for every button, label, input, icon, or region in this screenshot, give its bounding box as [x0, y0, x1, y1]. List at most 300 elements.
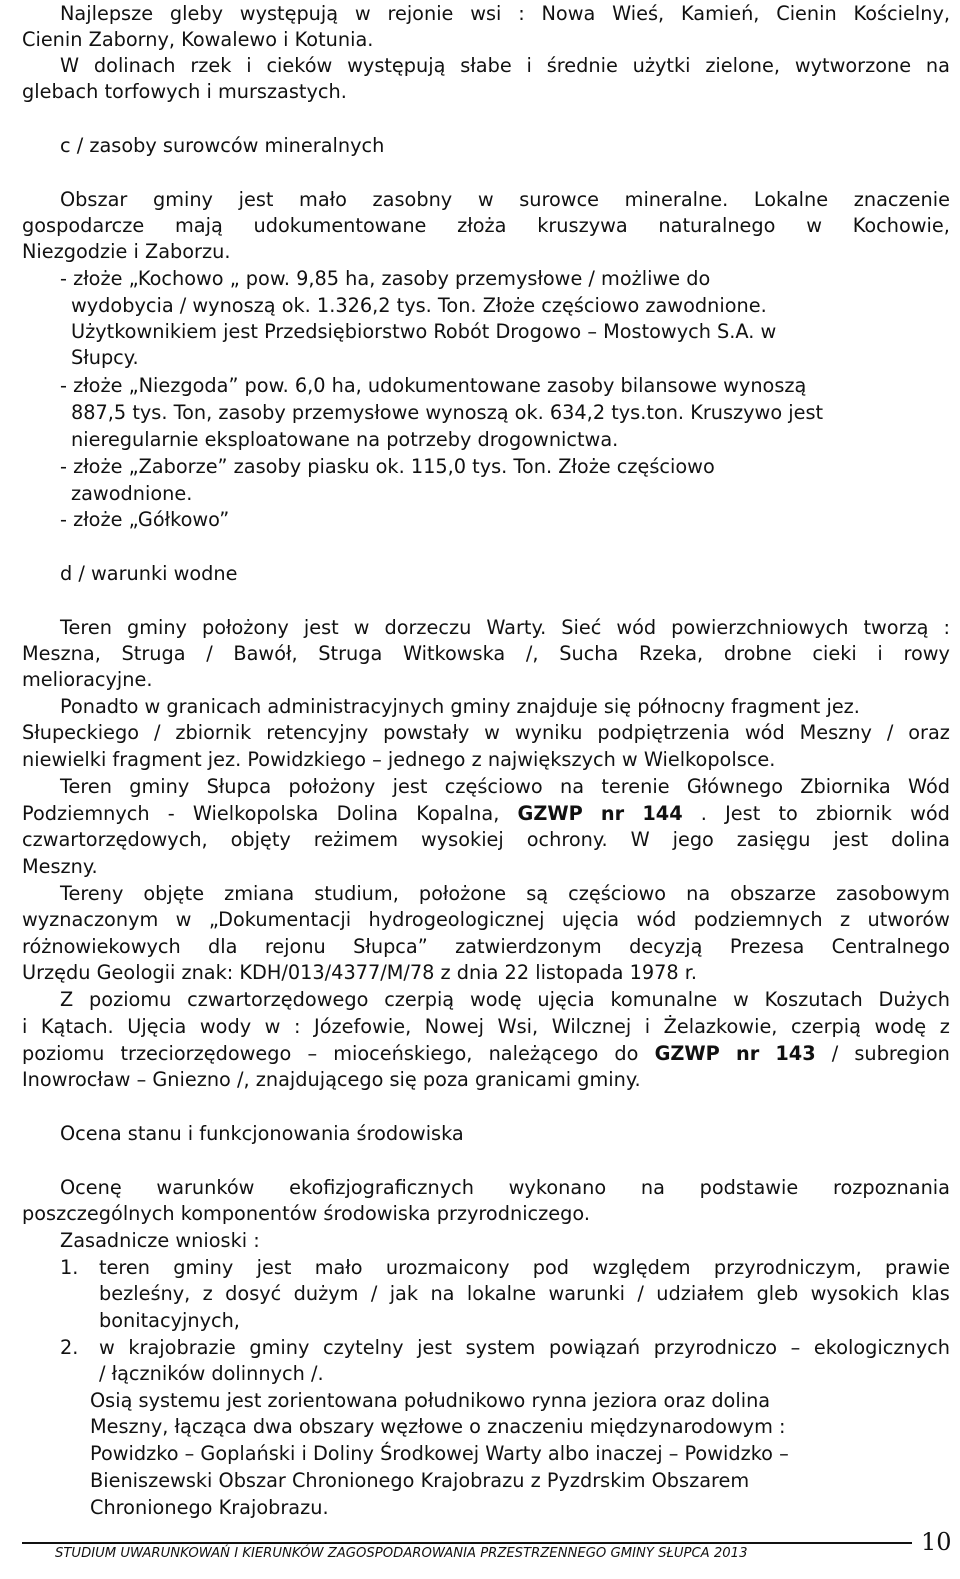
word: dorzeczu — [384, 616, 472, 639]
word: rejonu — [264, 935, 326, 958]
para-line — [60, 1175, 950, 1201]
word: z — [839, 908, 851, 931]
word: z — [202, 1282, 213, 1305]
text-run: 2. — [60, 1336, 79, 1359]
word: / — [831, 1042, 839, 1065]
word: Wsi, — [497, 1015, 539, 1038]
word: Najlepsze — [60, 2, 154, 25]
word: objęte — [143, 882, 205, 905]
word: Kopalna, — [416, 802, 500, 825]
word: Wód — [908, 775, 950, 798]
word: Kościelny, — [853, 2, 950, 25]
deposit-item — [60, 373, 806, 399]
word: Wielkopolska — [192, 802, 319, 825]
word: w — [733, 988, 749, 1011]
word: i — [877, 642, 883, 665]
word: Zbiornika — [800, 775, 891, 798]
word: Witkowska — [402, 642, 506, 665]
bold-term: GZWP — [654, 1042, 720, 1065]
word: podpiętrzenia — [597, 721, 730, 744]
word: rejonie — [387, 2, 454, 25]
word: retencyjny — [266, 721, 369, 744]
word: mają — [174, 214, 223, 237]
word: jest — [417, 1336, 452, 1359]
list-item-text — [99, 1255, 950, 1281]
para-line — [60, 615, 950, 641]
word: do — [614, 1042, 639, 1065]
word: wykonano — [508, 1176, 607, 1199]
word: przyrodniczym, — [713, 1256, 862, 1279]
word: jego — [672, 828, 714, 851]
word: przyrodniczo — [653, 1336, 778, 1359]
word: : — [294, 1015, 301, 1038]
para-line — [22, 1067, 641, 1093]
para-line — [22, 667, 152, 693]
word: oraz — [908, 721, 950, 744]
word: słabe — [460, 54, 512, 77]
word: decyzją — [629, 935, 703, 958]
para-line — [22, 1014, 950, 1040]
text-run: 1. — [60, 1256, 79, 1279]
word: wysokiej — [421, 828, 504, 851]
para-line — [90, 1441, 789, 1467]
word: wyznaczonym — [22, 908, 159, 931]
word: zbiornik — [816, 802, 892, 825]
word: czerpią — [790, 1015, 861, 1038]
word: względem — [592, 1256, 691, 1279]
para-line — [22, 213, 950, 239]
word: Obszar — [60, 188, 128, 211]
text-run: Zasadnicze wnioski : — [60, 1229, 260, 1252]
para-line — [22, 801, 950, 827]
word: położony — [201, 616, 289, 639]
word: tworzą — [863, 616, 929, 639]
para-line — [60, 694, 860, 720]
word: i — [246, 54, 252, 77]
text-run: nieregularnie eksploatowane na potrzeby drogownictwa. — [71, 428, 619, 451]
word: cieki — [812, 642, 857, 665]
word: gminy — [129, 775, 190, 798]
text-run: niewielki fragment jez. Powidzkiego – jednego z największych w Wielkopolsce. — [22, 748, 776, 771]
word: Bawół, — [233, 642, 298, 665]
word: złoża — [457, 214, 507, 237]
word: jest — [303, 616, 339, 639]
text-run: Niezgodzie i Zaborzu. — [22, 240, 231, 263]
deposit-item — [71, 319, 776, 345]
word: w — [484, 721, 500, 744]
word: prawie — [884, 1256, 950, 1279]
word: Nowa — [541, 2, 596, 25]
bold-term: GZWP — [517, 802, 583, 825]
word: wodę — [874, 1015, 927, 1038]
word: powiązań — [548, 1336, 641, 1359]
word: Sieć — [561, 616, 602, 639]
text-run: d / warunki wodne — [60, 562, 238, 585]
text-run: Chronionego Krajobrazu. — [90, 1496, 329, 1519]
word: zbiornik — [175, 721, 252, 744]
word: teren — [99, 1256, 151, 1279]
text-run: zawodnione. — [71, 482, 193, 505]
word: udziałem — [656, 1282, 745, 1305]
deposit-item — [71, 345, 139, 371]
word: częściowo — [444, 775, 543, 798]
word: w — [99, 1336, 115, 1359]
word: jest — [256, 1256, 292, 1279]
word: jest — [833, 828, 869, 851]
word: / — [153, 721, 161, 744]
para-line — [22, 747, 775, 773]
word: zatwierdzonym — [455, 935, 602, 958]
text-run: glebach torfowych i murszastych. — [22, 80, 347, 103]
list-item-text — [99, 1308, 240, 1334]
word: W — [630, 828, 650, 851]
para-line — [22, 934, 950, 960]
word: naturalnego — [658, 214, 776, 237]
word: urozmaicony — [385, 1256, 510, 1279]
word: położony — [288, 775, 376, 798]
para-line — [90, 1414, 785, 1440]
word: Koszutach — [764, 988, 863, 1011]
deposit-item — [71, 293, 767, 319]
text-run: - złoże „Kochowo „ pow. 9,85 ha, zasoby przemysłowe / możliwe do — [60, 267, 711, 290]
text-run: Ocena stanu i funkcjonowania środowiska — [60, 1122, 464, 1145]
word: Józefowie, — [314, 1015, 412, 1038]
word: poziomu — [22, 1042, 105, 1065]
word: lokalne — [466, 1282, 537, 1305]
deposit-item — [71, 427, 618, 453]
word: Słupeckiego — [22, 721, 140, 744]
text-run: poszczególnych komponentów środowiska przyrodniczego. — [22, 1202, 590, 1225]
footer-rule — [22, 1542, 912, 1544]
para-line — [22, 720, 950, 746]
para-line — [60, 187, 950, 213]
text-run: - złoże „Zaborze” zasoby piasku ok. 115,0 tys. Ton. Złoże częściowo — [60, 455, 715, 478]
word: zmiana — [224, 882, 295, 905]
word: zasobowym — [836, 882, 950, 905]
word: i — [644, 1015, 651, 1038]
word: w — [175, 908, 192, 931]
word: reżimem — [313, 828, 399, 851]
word: : — [518, 2, 525, 25]
word: na — [430, 1282, 455, 1305]
word: system — [465, 1336, 536, 1359]
word: klas — [911, 1282, 950, 1305]
word: : — [943, 616, 950, 639]
word: powstały — [383, 721, 470, 744]
word: z — [939, 1015, 950, 1038]
word: zasobny — [372, 188, 453, 211]
word: użytki — [632, 54, 691, 77]
word: dużym — [293, 1282, 359, 1305]
word: mioceńskiego, — [333, 1042, 473, 1065]
para-line — [60, 53, 950, 79]
word: średnie — [546, 54, 618, 77]
word: Kamień, — [680, 2, 760, 25]
word: mało — [314, 1256, 363, 1279]
para-line — [22, 27, 373, 53]
text-run: Użytkownikiem jest Przedsiębiorstwo Robót Drogowo – Mostowych S.A. w — [71, 320, 777, 343]
word: w — [806, 214, 822, 237]
word: rozpoznania — [832, 1176, 950, 1199]
word: Teren — [60, 775, 112, 798]
word: częściowo — [568, 882, 667, 905]
list-item-text — [99, 1281, 950, 1307]
text-run: Inowrocław – Gniezno /, znajdującego się poza granicami gminy. — [22, 1068, 641, 1091]
word: ekologicznych — [813, 1336, 950, 1359]
para-line — [60, 987, 950, 1013]
word: W — [60, 54, 80, 77]
bold-term: nr — [600, 802, 625, 825]
word: zielone, — [705, 54, 781, 77]
word: to — [778, 802, 798, 825]
word: Rzeka, — [639, 642, 704, 665]
text-run: c / zasoby surowców mineralnych — [60, 134, 385, 157]
word: Prezesa — [729, 935, 805, 958]
word: Struga — [121, 642, 186, 665]
word: /, — [525, 642, 539, 665]
bold-term: 144 — [642, 802, 683, 825]
word: czytelny — [323, 1336, 404, 1359]
text-run: - złoże „Niezgoda” pow. 6,0 ha, udokumentowane zasoby bilansowe wynoszą — [60, 374, 807, 397]
word: / — [637, 1282, 644, 1305]
para-line — [22, 827, 950, 853]
word: gleb — [756, 1282, 799, 1305]
word: jak — [389, 1282, 419, 1305]
word: różnowiekowych — [22, 935, 181, 958]
text-run: Powidzko – Goplański i Doliny Środkowej Warty albo inaczej – Powidzko – — [90, 1442, 789, 1465]
word: – — [790, 1336, 801, 1359]
word: podstawie — [699, 1176, 799, 1199]
word: w — [354, 2, 371, 25]
word: Meszny — [799, 721, 872, 744]
word: Ujęcia — [127, 1015, 187, 1038]
word: bezleśny, — [99, 1282, 191, 1305]
word: ujęcia — [561, 908, 620, 931]
word: krajobrazie — [128, 1336, 236, 1359]
section-heading — [60, 1121, 464, 1147]
word: „Dokumentacji — [208, 908, 352, 931]
word: wyniku — [514, 721, 583, 744]
word: hydrogeologicznej — [368, 908, 545, 931]
word: dosyć — [225, 1282, 282, 1305]
word: rzek — [190, 54, 232, 77]
para-line — [22, 641, 950, 667]
word: i — [22, 1015, 28, 1038]
word: Wilcznej — [551, 1015, 632, 1038]
word: powierzchniowych — [671, 616, 849, 639]
word: jest — [392, 775, 428, 798]
word: Tereny — [60, 882, 124, 905]
word: jest — [238, 188, 274, 211]
deposit-item — [60, 454, 715, 480]
word: wód — [636, 908, 677, 931]
word: Głównego — [686, 775, 783, 798]
word: Warty. — [486, 616, 547, 639]
word: / — [370, 1282, 378, 1305]
word: czwartorzędowego — [187, 988, 369, 1011]
text-run: Cienin Zaborny, Kowalewo i Kotunia. — [22, 28, 374, 51]
para-line — [22, 79, 347, 105]
word: wysokich — [810, 1282, 900, 1305]
word: położone — [418, 882, 507, 905]
deposit-item — [71, 481, 192, 507]
deposit-item — [60, 266, 710, 292]
word: kruszywa — [537, 214, 628, 237]
word: wód — [616, 616, 657, 639]
word: w — [353, 616, 370, 639]
text-run: Ponadto w granicach administracyjnych gminy znajduje się północny fragment jez. — [60, 695, 860, 718]
word: / — [886, 721, 894, 744]
word: na — [640, 1176, 665, 1199]
para-line — [22, 1201, 590, 1227]
word: Kątach. — [40, 1015, 114, 1038]
word: Lokalne — [753, 188, 829, 211]
word: Dużych — [878, 988, 950, 1011]
word: wodę — [469, 988, 522, 1011]
word: w — [477, 188, 494, 211]
text-run: Osią systemu jest zorientowana południkowo rynna jeziora oraz dolina — [90, 1389, 771, 1412]
para-line — [60, 881, 950, 907]
text-run: Bieniszewski Obszar Chronionego Krajobrazu z Pyzdrskim Obszarem — [90, 1469, 750, 1492]
word: cieków — [266, 54, 333, 77]
word: Sucha — [559, 642, 619, 665]
word: czwartorzędowych, — [22, 828, 208, 851]
bold-term: nr — [735, 1042, 760, 1065]
word: Ocenę — [60, 1176, 122, 1199]
word: Centralnego — [831, 935, 950, 958]
word: . — [700, 802, 707, 825]
para-line — [22, 854, 98, 880]
word: Słupca — [206, 775, 272, 798]
text-run: / łączników dolinnych /. — [99, 1362, 324, 1385]
text-run: Meszny, łącząca dwa obszary węzłowe o znaczeniu międzynarodowym : — [90, 1415, 786, 1438]
para-line — [90, 1495, 329, 1521]
word: i — [526, 54, 532, 77]
para-line — [60, 1, 950, 27]
para-line — [90, 1468, 749, 1494]
list-item-text — [99, 1361, 324, 1387]
running-footer: STUDIUM UWARUNKOWAŃ I KIERUNKÓW ZAGOSPODAROWANIA PRZESTRZENNEGO GMINY SŁUPCA 2013 — [55, 1546, 748, 1561]
word: Dolina — [336, 802, 399, 825]
word: warunków — [156, 1176, 255, 1199]
list-number — [60, 1335, 78, 1361]
word: pod — [532, 1256, 570, 1279]
page-number: 10 — [921, 1528, 952, 1556]
list-item-text — [99, 1335, 950, 1361]
word: Cienin — [776, 2, 837, 25]
word: Teren — [60, 616, 112, 639]
deposit-item — [71, 400, 823, 426]
word: znaczenie — [853, 188, 950, 211]
word: udokumentowane — [253, 214, 427, 237]
word: mało — [299, 188, 347, 211]
word: czerpią — [384, 988, 455, 1011]
word: objęty — [230, 828, 291, 851]
word: są — [526, 882, 549, 905]
word: wód — [910, 802, 950, 825]
word: na — [560, 775, 585, 798]
word: Żelazkowie, — [663, 1015, 778, 1038]
text-run: melioracyjne. — [22, 668, 153, 691]
text-run: bonitacyjnych, — [99, 1309, 240, 1332]
para-line — [22, 960, 697, 986]
para-line — [22, 907, 950, 933]
word: gminy — [249, 1336, 310, 1359]
word: Z — [60, 988, 74, 1011]
word: drobne — [723, 642, 792, 665]
word: występują — [347, 54, 446, 77]
word: ochrony. — [526, 828, 608, 851]
section-heading — [60, 133, 384, 159]
word: – — [307, 1042, 318, 1065]
word: Struga — [318, 642, 383, 665]
word: dolina — [891, 828, 950, 851]
word: komunalne — [610, 988, 718, 1011]
word: rowy — [903, 642, 950, 665]
para-line — [60, 774, 950, 800]
word: wsi — [470, 2, 502, 25]
text-run: Urzędu Geologii znak: KDH/013/4377/M/78 z dnia 22 listopada 1978 r. — [22, 961, 698, 984]
word: gminy — [152, 188, 213, 211]
word: podziemnych — [693, 908, 823, 931]
para-line — [22, 1041, 950, 1067]
word: ekofizjograficznych — [289, 1176, 474, 1199]
word: Podziemnych — [22, 802, 150, 825]
para-line — [60, 1228, 260, 1254]
word: ujęcia — [537, 988, 595, 1011]
word: występują — [239, 2, 339, 25]
word: subregion — [854, 1042, 950, 1065]
word: gleby — [169, 2, 223, 25]
bold-term: 143 — [775, 1042, 816, 1065]
word: w — [264, 1015, 281, 1038]
word: na — [925, 54, 950, 77]
word: dolinach — [93, 54, 176, 77]
word: zasięgu — [736, 828, 811, 851]
word: poziomu — [89, 988, 172, 1011]
word: Słupca” — [353, 935, 428, 958]
word: utworów — [867, 908, 950, 931]
word: gospodarcze — [22, 214, 145, 237]
word: wytworzone — [794, 54, 912, 77]
text-run: Meszny. — [22, 855, 98, 878]
word: należącego — [488, 1042, 599, 1065]
word: dla — [208, 935, 238, 958]
word: - — [167, 802, 175, 825]
word: gminy — [126, 616, 187, 639]
word: / — [206, 642, 213, 665]
word: na — [686, 882, 711, 905]
word: wód — [744, 721, 785, 744]
para-line — [90, 1388, 770, 1414]
deposit-item — [60, 507, 229, 533]
word: trzeciorzędowego — [120, 1042, 292, 1065]
word: Nowej — [424, 1015, 484, 1038]
list-number — [60, 1255, 78, 1281]
word: terenie — [601, 775, 670, 798]
text-run: Słupcy. — [71, 346, 139, 369]
word: studium, — [314, 882, 399, 905]
word: wody — [199, 1015, 252, 1038]
word: Jest — [725, 802, 761, 825]
word: Meszna, — [22, 642, 101, 665]
word: surowce — [519, 188, 600, 211]
text-run: wydobycia / wynoszą ok. 1.326,2 tys. Ton. Złoże częściowo zawodnione. — [71, 294, 767, 317]
word: Wieś, — [612, 2, 665, 25]
text-run: 887,5 tys. Ton, zasoby przemysłowe wynoszą ok. 634,2 tys.ton. Kruszywo jest — [71, 401, 824, 424]
para-line — [22, 239, 230, 265]
word: gminy — [173, 1256, 234, 1279]
